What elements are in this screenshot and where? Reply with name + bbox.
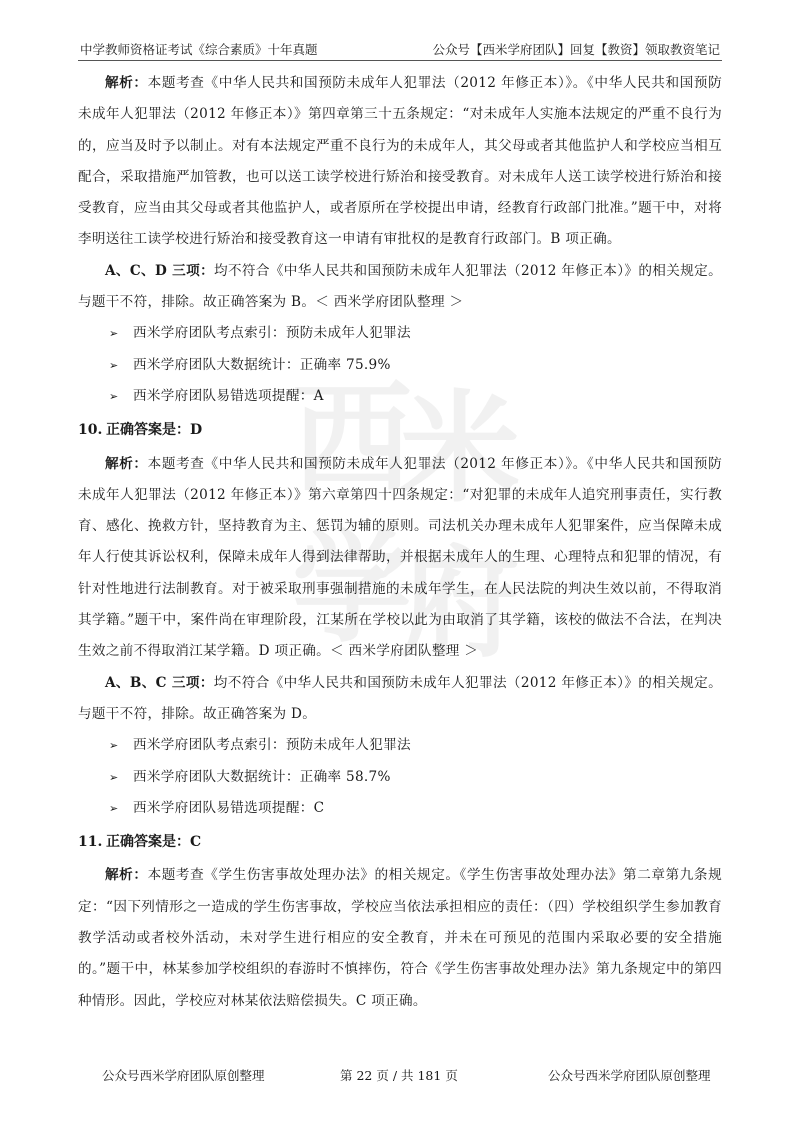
page-header	[78, 36, 722, 61]
bullet-text: 西米学府团队大数据统计：正确率 58.7%	[133, 768, 391, 785]
watermark-char: 米	[400, 380, 520, 519]
analysis-text: 本题考查《学生伤害事故处理办法》的相关规定。《学生伤害事故处理办法》第二章第九条规定：“因下列情形之一造成的学生伤害事故，学校应当依法承担相应的责任：（四）学校组织学生参加教育教学活动或者校外活动，未对学生进行相应的安全教育，并未在可预见的范围内采取必要的安全措施的。”题干中，林某参加学校组织的春游时不慎摔伤，符合《学生伤害事故处理办法》第九条规定中的第四种情形。因此，学校应对林某依法赔偿损失。C 项正确。	[78, 867, 723, 1009]
q11-analysis	[78, 860, 722, 1016]
watermark-char: 府	[400, 535, 520, 674]
q10-bullet-stats	[78, 762, 722, 793]
arrowhead-icon: ➢	[109, 389, 119, 403]
watermark-char: 西	[292, 370, 412, 509]
arrowhead-icon: ➢	[109, 358, 119, 372]
analysis-text: 本题考查《中华人民共和国预防未成年人犯罪法（2012 年修正本）》。《中华人民共和国预防未成年人犯罪法（2012 年修正本）》第四章第三十五条规定：“对未成年人实施本法规定的严重不良行为的，应当及时予以制止。对有本法规定严重不良行为的未成年人，其父母或者其他监护人和学校应当相互配合，采取措施严加管教，也可以送工读学校进行矫治和接受教育。对未成年人送工读学校进行矫治和接受教育，应当由其父母或者其他监护人，或者原所在学校提出申请，经教育行政部门批准。”题干中，对将李明送往工读学校进行矫治和接受教育这一申请有审批权的是教育行政部门。B 项正确。	[78, 75, 723, 248]
q10-analysis	[78, 449, 723, 674]
bullet-text: 西米学府团队易错选项提醒：C	[133, 799, 325, 816]
q11-answer-heading	[78, 827, 722, 858]
other-options-text: 均不符合《中华人民共和国预防未成年人犯罪法（2012 年修正本）》的相关规定。与题干不符，排除。故正确答案为 D。	[78, 674, 722, 722]
q9-analysis	[78, 68, 722, 256]
header-title: 中学教师资格证考试《综合素质》十年真题	[80, 42, 318, 57]
footer-left: 公众号西米学府团队原创整理	[102, 1068, 265, 1083]
page-body	[78, 68, 722, 1017]
other-options-text: 均不符合《中华人民共和国预防未成年人犯罪法（2012 年修正本）》的相关规定。与题干不符，排除。故正确答案为 B。＜ 西米学府团队整理 ＞	[78, 262, 722, 311]
question-number: 10.	[78, 422, 103, 439]
analysis-label: 解析：	[105, 455, 148, 472]
arrowhead-icon: ➢	[109, 770, 119, 784]
page-number: 第 22 页 / 共 181 页	[340, 1068, 458, 1083]
q10-other-options	[78, 668, 722, 731]
other-options-label: A、B、C 三项：	[105, 674, 214, 691]
other-options-label: A、C、D 三项：	[105, 262, 215, 279]
arrowhead-icon: ➢	[109, 739, 119, 753]
q9-other-options	[78, 256, 722, 319]
analysis-label: 解析：	[105, 75, 148, 91]
arrowhead-icon: ➢	[109, 327, 119, 341]
footer-right: 公众号西米学府团队原创整理	[548, 1068, 711, 1083]
analysis-label: 解析：	[105, 867, 148, 884]
answer-label: 正确答案是：D	[106, 422, 203, 439]
q10-bullet-index	[78, 730, 722, 761]
bullet-text: 西米学府团队大数据统计：正确率 75.9%	[133, 356, 391, 373]
question-number: 11.	[78, 834, 103, 851]
answer-label: 正确答案是：C	[106, 834, 202, 851]
q9-bullet-index	[78, 318, 722, 349]
q9-bullet-mistake	[78, 381, 722, 412]
header-promo: 公众号【西米学府团队】回复【教资】领取教资笔记	[432, 42, 720, 57]
page-footer	[0, 1066, 800, 1090]
bullet-text: 西米学府团队考点索引：预防未成年人犯罪法	[133, 737, 411, 754]
bullet-text: 西米学府团队易错选项提醒：A	[133, 387, 324, 404]
analysis-text: 本题考查《中华人民共和国预防未成年人犯罪法（2012 年修正本）》。《中华人民共和国预防未成年人犯罪法（2012 年修正本）》第六章第四十四条规定：“对犯罪的未成年人追究刑事责任，实行教育、感化、挽救方针，坚持教育为主、惩罚为辅的原则。司法机关办理未成年人犯罪案件，应当保障未成年人行使其诉讼权利，保障未成年人得到法律帮助，并根据未成年人的生理、心理特点和犯罪的情况，有针对性地进行法制教育。对于被采取刑事强制措施的未成年学生，在人民法院的判决生效以前，不得取消其学籍。”题干中，案件尚在审理阶段，江某所在学校以此为由取消了其学籍，该校的做法不合法，在判决生效之前不得取消江某学籍。D 项正确。＜ 西米学府团队整理 ＞	[78, 455, 723, 660]
q9-bullet-stats	[78, 350, 722, 381]
q10-answer-heading	[78, 415, 722, 446]
bullet-text: 西米学府团队考点索引：预防未成年人犯罪法	[133, 325, 411, 342]
q10-bullet-mistake	[78, 793, 722, 824]
arrowhead-icon: ➢	[109, 801, 119, 815]
watermark-char: 学	[292, 520, 412, 659]
